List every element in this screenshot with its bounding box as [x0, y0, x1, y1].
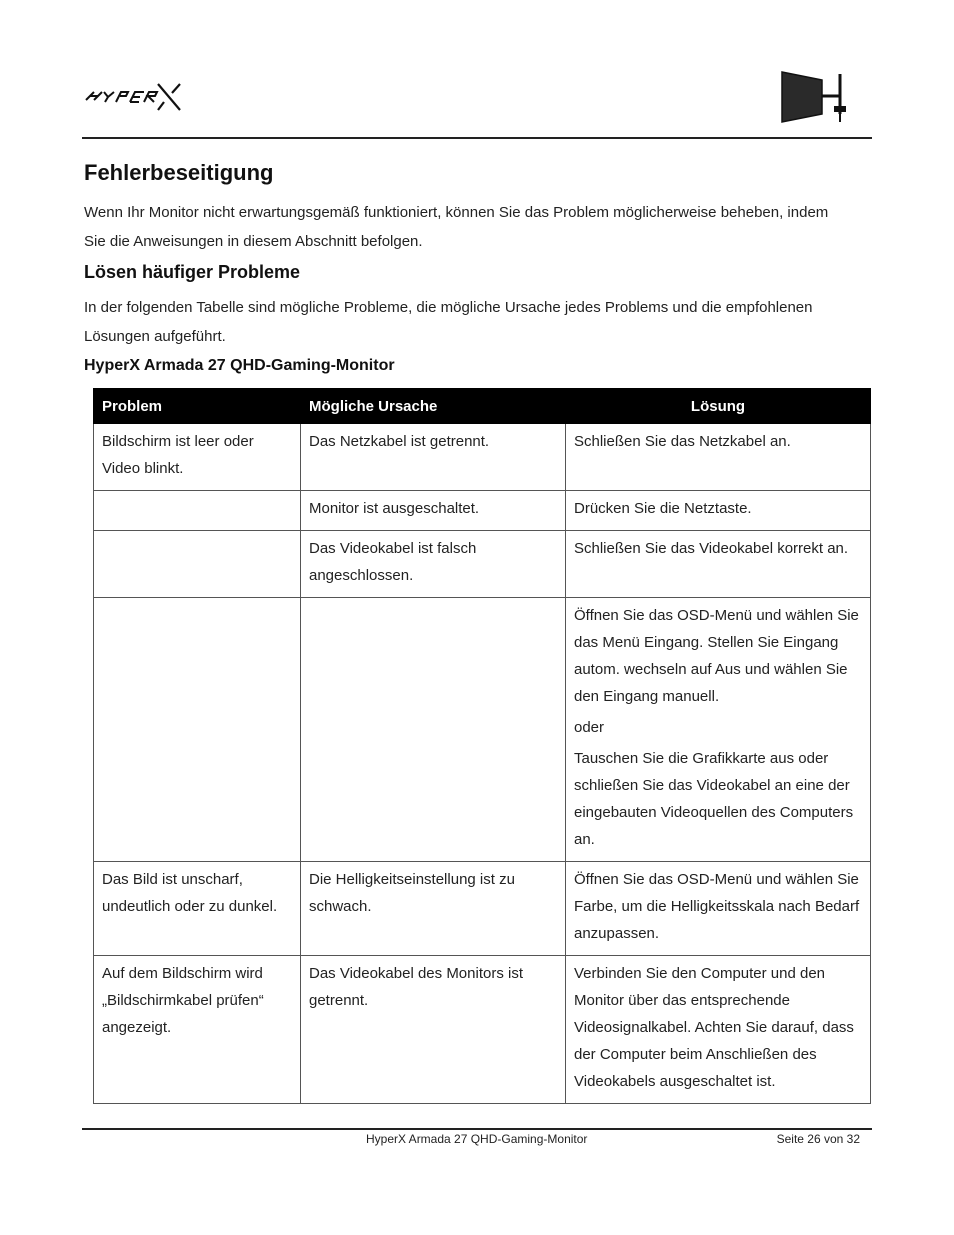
footer-doc-title: HyperX Armada 27 QHD-Gaming-Monitor: [366, 1132, 588, 1146]
cell-solution: [566, 531, 871, 598]
cell-problem: [94, 598, 301, 862]
solution-text: Öffnen Sie das OSD-Menü und wählen Sie das Menü Eingang. Stellen Sie Eingang autom. wechseln auf Aus und wählen Sie den Eingang manuell.: [574, 607, 859, 705]
solution-text: Tauschen Sie die Grafikkarte aus oder schließen Sie das Videokabel an eine der eingebauten Videoquellen des Computers an.: [574, 750, 854, 848]
table-row: [94, 862, 871, 956]
page-title: Fehlerbeseitigung: [84, 160, 274, 185]
cell-cause: Das Videokabel des Monitors ist getrennt.: [301, 956, 566, 1104]
cell-solution: [566, 491, 871, 531]
cell-solution: [566, 598, 871, 862]
hyperx-logo-icon: [84, 80, 184, 114]
table-row: [94, 424, 871, 491]
cell-problem: Auf dem Bildschirm wird „Bildschirmkabel prüfen“ angezeigt.: [94, 956, 301, 1104]
cell-solution: [566, 862, 871, 956]
solution-text: Verbinden Sie den Computer und den Monitor über das entsprechende Videosignalkabel. Achten Sie darauf, dass der Computer beim Anschließen des Videokabels ausgeschaltet ist.: [574, 965, 854, 1090]
table-row: [94, 531, 871, 598]
solution-or: oder: [574, 719, 605, 736]
cell-problem: Bildschirm ist leer oder Video blinkt.: [94, 424, 301, 491]
cell-problem: [94, 531, 301, 598]
header-cause: Mögliche Ursache: [301, 389, 566, 424]
cell-cause: Monitor ist ausgeschaltet.: [301, 491, 566, 531]
table-header-row: [94, 389, 871, 424]
cell-cause: Die Helligkeitseinstellung ist zu schwach.: [301, 862, 566, 956]
header-solution: Lösung: [566, 389, 871, 424]
footer-page-number: Seite 26 von 32: [776, 1132, 860, 1146]
cell-problem: Das Bild ist unscharf, undeutlich oder zu dunkel.: [94, 862, 301, 956]
section-heading: Lösen häufiger Probleme: [84, 262, 301, 282]
section-paragraph: In der folgenden Tabelle sind mögliche Probleme, die mögliche Ursache jedes Problems und die empfohlenen Lösungen aufgeführt.: [84, 299, 813, 345]
table-caption: HyperX Armada 27 QHD-Gaming-Monitor: [84, 357, 395, 374]
monitor-arm-icon: [778, 70, 852, 124]
solution-text: Schließen Sie das Videokabel korrekt an.: [574, 540, 849, 557]
intro-paragraph: Wenn Ihr Monitor nicht erwartungsgemäß funktioniert, können Sie das Problem möglicherweise beheben, indem Sie die Anweisungen in diesem Abschnitt befolgen.: [84, 204, 829, 250]
cell-solution: [566, 424, 871, 491]
solution-text: Schließen Sie das Netzkabel an.: [574, 433, 791, 450]
table-row: [94, 598, 871, 862]
table-row: [94, 491, 871, 531]
header-problem: Problem: [94, 389, 301, 424]
cell-cause: Das Videokabel ist falsch angeschlossen.: [301, 531, 566, 598]
cell-cause: Das Netzkabel ist getrennt.: [301, 424, 566, 491]
cell-cause: [301, 598, 566, 862]
table-row: [94, 956, 871, 1104]
cell-solution: [566, 956, 871, 1104]
troubleshooting-table: [93, 388, 871, 1104]
solution-text: Öffnen Sie das OSD-Menü und wählen Sie Farbe, um die Helligkeitsskala nach Bedarf anzupassen.: [574, 871, 860, 942]
solution-text: Drücken Sie die Netztaste.: [574, 500, 752, 517]
footer-divider: [82, 1128, 872, 1130]
header-divider: [82, 137, 872, 139]
cell-problem: [94, 491, 301, 531]
